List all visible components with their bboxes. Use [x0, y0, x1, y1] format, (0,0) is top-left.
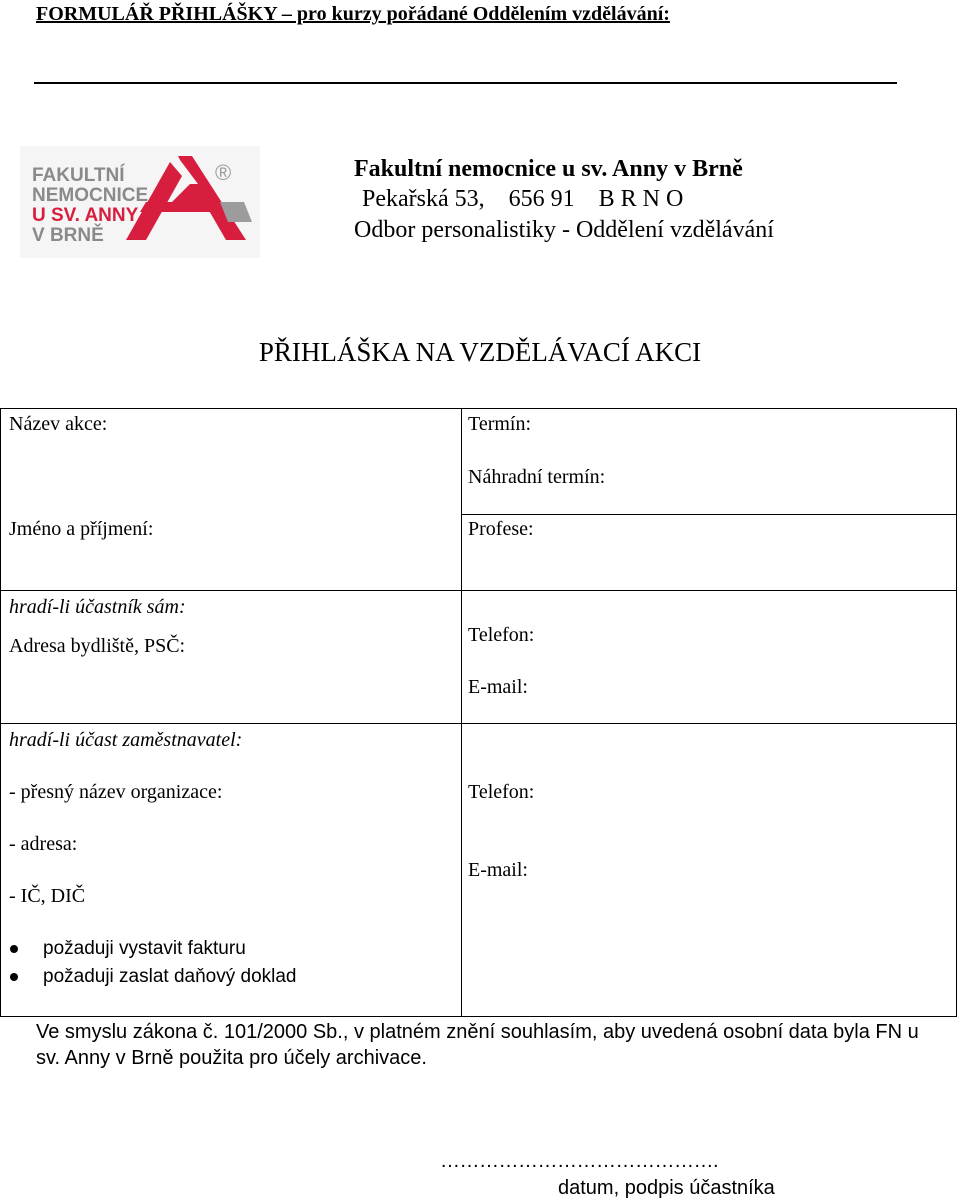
- logo-line-4: V BRNĚ: [32, 225, 104, 246]
- form-header-title: FORMULÁŘ PŘIHLÁŠKY – pro kurzy pořádané Oddělením vzdělávání:: [36, 3, 670, 25]
- employer-phone-field[interactable]: Telefon:: [468, 781, 535, 803]
- organization-name: Fakultní nemocnice u sv. Anny v Brně: [354, 156, 743, 182]
- organization-name-field[interactable]: - přesný název organizace:: [9, 781, 223, 803]
- event-name-field[interactable]: Název akce:: [9, 413, 108, 435]
- logo-line-1: FAKULTNÍ: [32, 165, 125, 186]
- signature-label: datum, podpis účastníka: [558, 1177, 775, 1199]
- logo-line-3: U SV. ANNY: [32, 205, 139, 226]
- date-field[interactable]: Termín:: [468, 413, 532, 435]
- row-divider-profession: [461, 514, 957, 515]
- profession-field[interactable]: Profese:: [468, 518, 534, 540]
- form-column-divider: [461, 408, 462, 1017]
- signature-line[interactable]: …………………………………….: [440, 1150, 719, 1172]
- registered-mark: ®: [215, 160, 232, 185]
- row-divider-employer: [0, 723, 957, 724]
- form-title: PŘIHLÁŠKA NA VZDĚLÁVACÍ AKCI: [258, 337, 702, 367]
- row-divider-self-pay: [0, 590, 957, 591]
- organization-address-field[interactable]: - adresa:: [9, 833, 78, 855]
- alternative-date-field[interactable]: Náhradní termín:: [468, 466, 606, 488]
- employer-pay-heading: hradí-li účast zaměstnavatel:: [9, 729, 243, 751]
- organization-department: Odbor personalistiky - Oddělení vzdělávání: [354, 217, 774, 243]
- ico-dic-field[interactable]: - IČ, DIČ: [9, 885, 86, 907]
- invoice-option[interactable]: požaduji vystavit fakturu: [43, 938, 246, 959]
- home-address-field[interactable]: Adresa bydliště, PSČ:: [9, 635, 186, 657]
- form-table: [0, 408, 957, 1017]
- logo-line-2: NEMOCNICE: [32, 185, 149, 206]
- logo-wordmark: [32, 166, 148, 246]
- participant-phone-field[interactable]: Telefon:: [468, 624, 535, 646]
- self-pay-heading: hradí-li účastník sám:: [9, 596, 186, 618]
- bullet-icon: [10, 973, 18, 981]
- tax-document-option[interactable]: požaduji zaslat daňový doklad: [43, 966, 297, 987]
- consent-statement: Ve smyslu zákona č. 101/2000 Sb., v platném znění souhlasím, aby uvedená osobní data byla FN u sv. Anny v Brně použita pro účely archivace.: [36, 1021, 919, 1069]
- full-name-field[interactable]: Jméno a příjmení:: [9, 518, 154, 540]
- participant-email-field[interactable]: E-mail:: [468, 676, 528, 698]
- bullet-icon: [10, 945, 18, 953]
- header-underline-rule: [34, 82, 897, 84]
- employer-email-field[interactable]: E-mail:: [468, 859, 528, 881]
- organization-address: Pekařská 53, 656 91 B R N O: [362, 186, 684, 212]
